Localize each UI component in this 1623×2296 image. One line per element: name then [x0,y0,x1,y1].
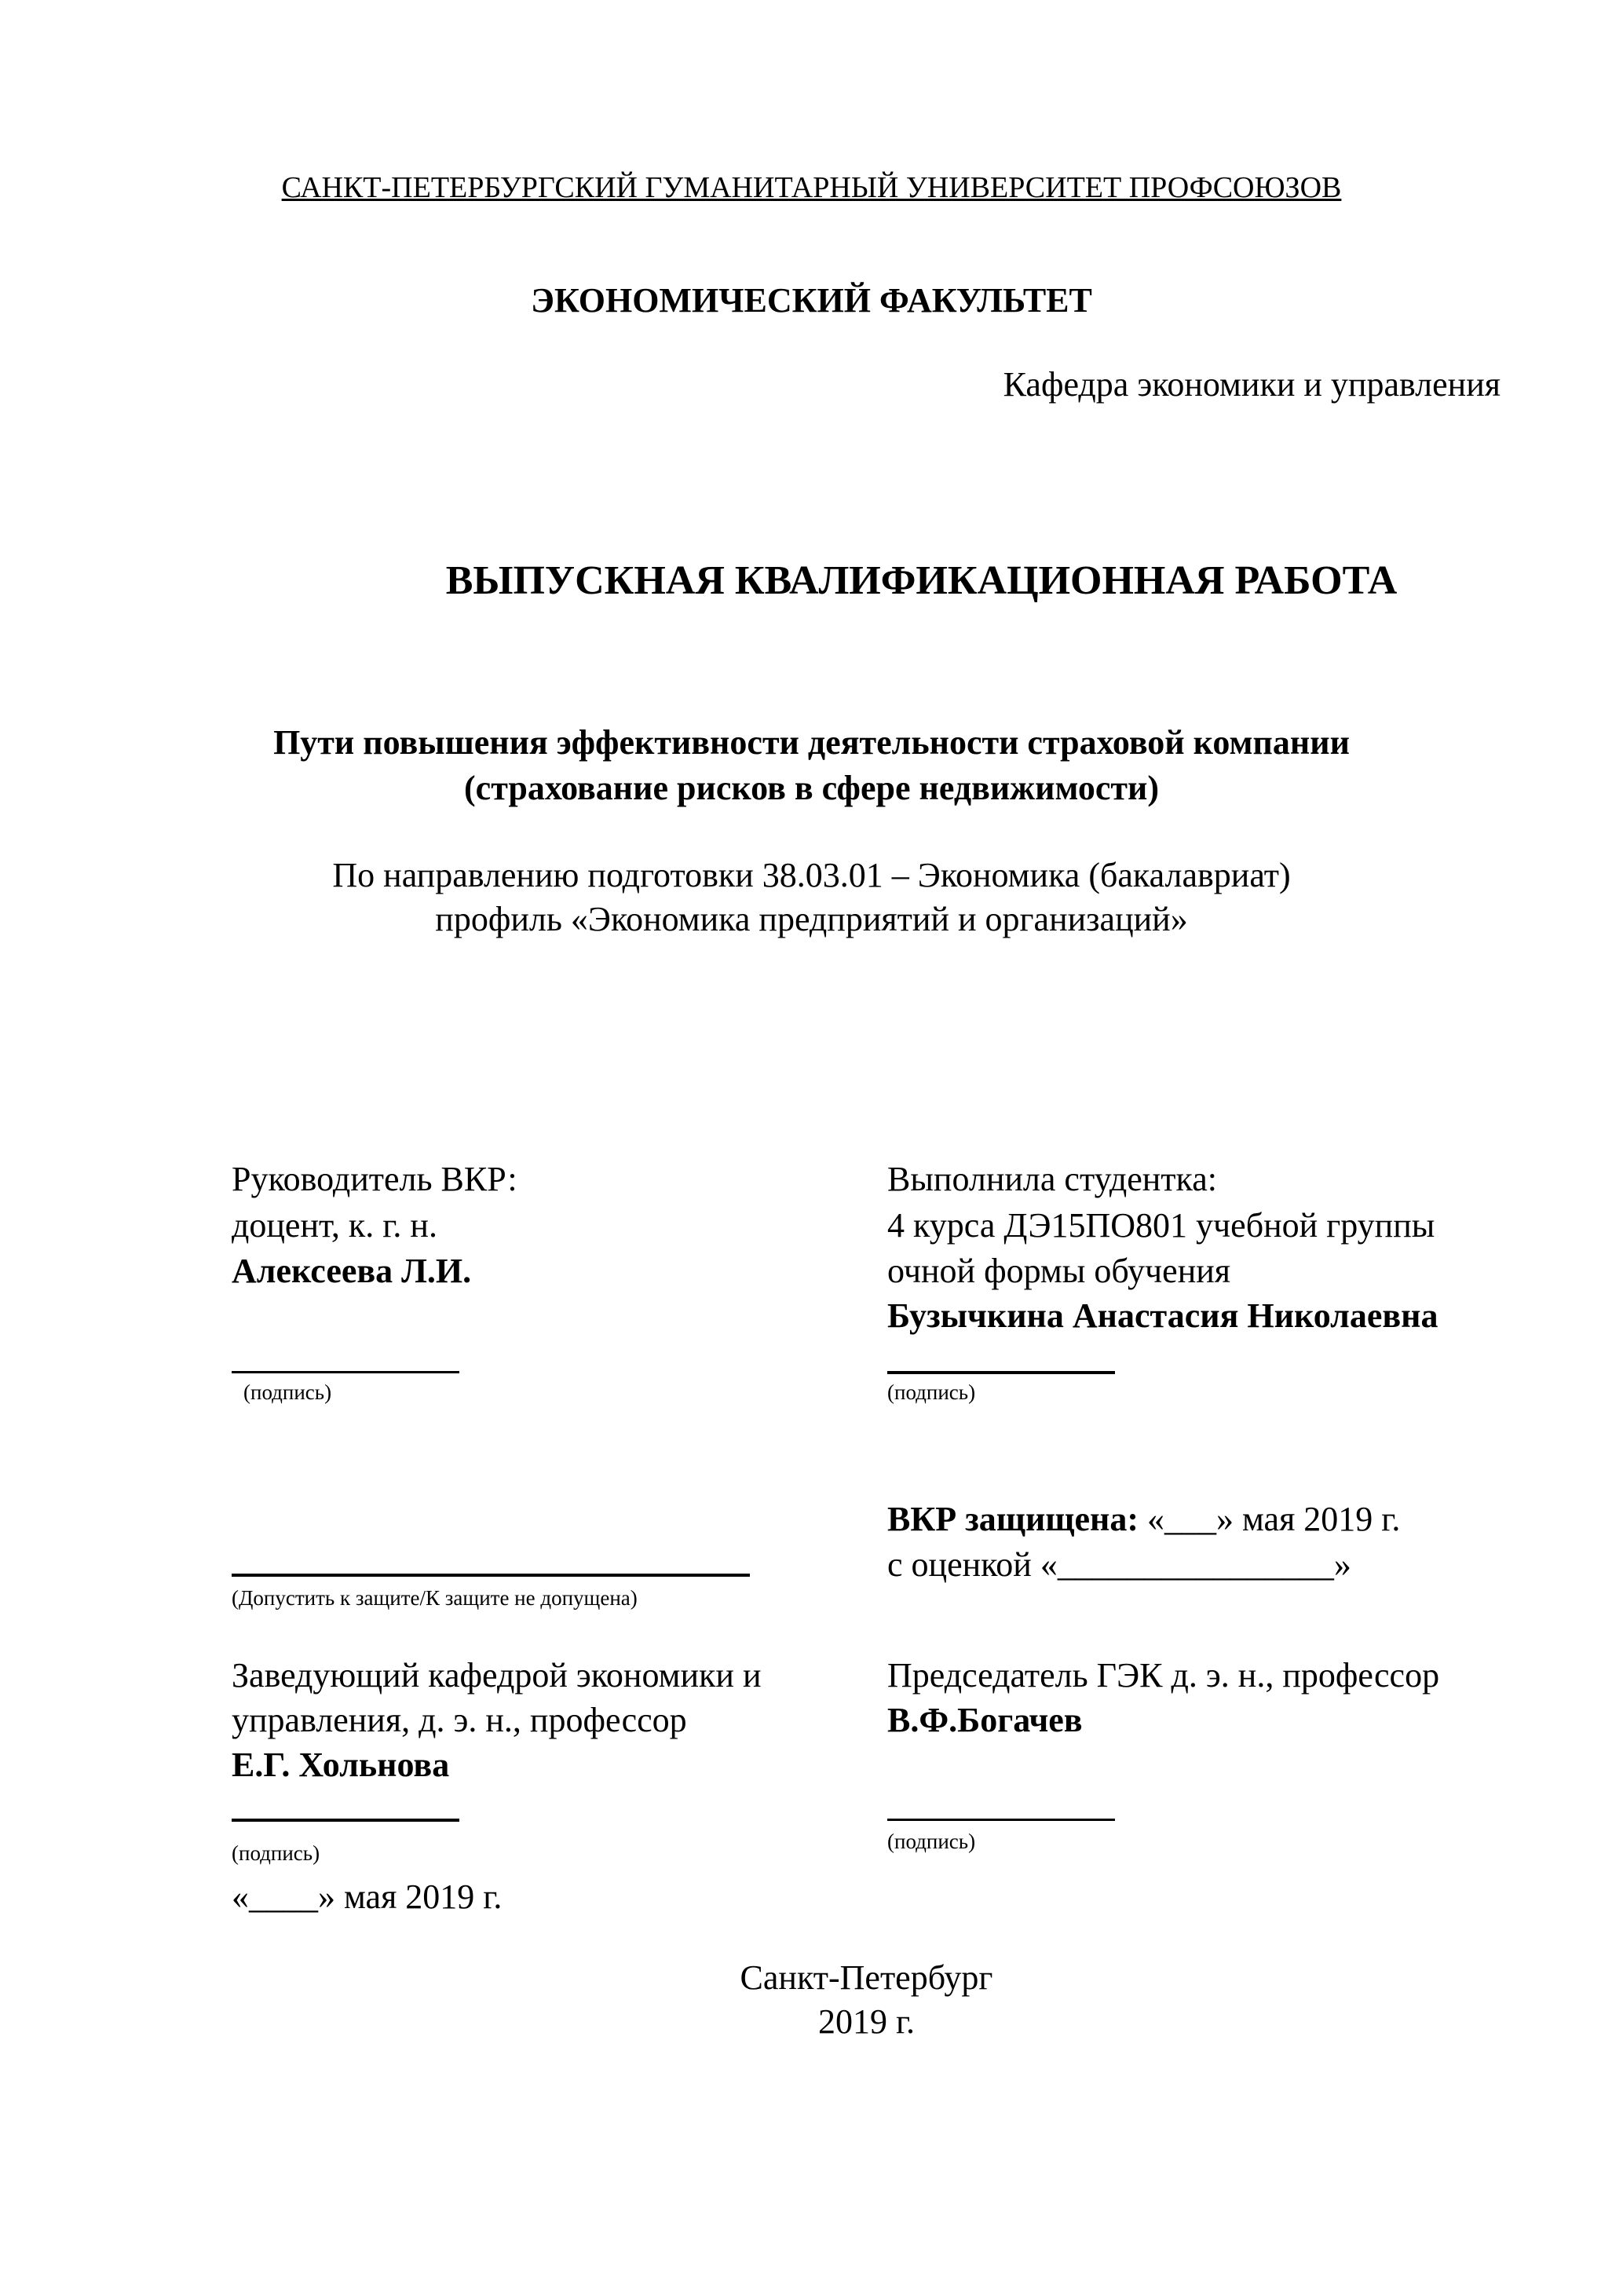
student-signature-caption: (подпись) [887,1380,976,1404]
direction-line-2: профиль «Экономика предприятий и организаций» [435,900,1188,938]
university-name: САНКТ-ПЕТЕРБУРГСКИЙ ГУМАНИТАРНЫЙ УНИВЕРСИТЕТ ПРОФСОЮЗОВ [281,171,1342,204]
supervisor-signature-line [232,1371,459,1373]
topic-line-2: (страхование рисков в сфере недвижимости) [464,769,1159,807]
admission-caption: (Допустить к защите/К защите не допущена) [232,1586,638,1610]
chairman-signature-caption: (подпись) [887,1830,976,1853]
chairman-signature-line [887,1819,1115,1821]
defense-label: ВКР защищена: [887,1500,1139,1538]
direction-line-1: По направлению подготовки 38.03.01 – Экономика (бакалавриат) [332,856,1291,894]
supervisor-name: Алексеева Л.И. [232,1252,472,1290]
defense-grade: с оценкой «________________» [887,1545,1351,1584]
head-position-line-1: Заведующий кафедрой экономики и [232,1656,762,1695]
faculty-name: ЭКОНОМИЧЕСКИЙ ФАКУЛЬТЕТ [531,281,1092,320]
work-type-title: ВЫПУСКНАЯ КВАЛИФИКАЦИОННАЯ РАБОТА [445,558,1398,603]
student-label: Выполнила студентка: [887,1160,1217,1198]
head-signature-caption: (подпись) [232,1841,320,1865]
student-group: 4 курса ДЭ15ПО801 учебной группы [887,1206,1435,1245]
topic-line-1: Пути повышения эффективности деятельности страховой компании [273,723,1350,762]
department-name: Кафедра экономики и управления [1003,365,1501,404]
supervisor-position: доцент, к. г. н. [232,1206,437,1245]
footer-city: Санкт-Петербург [740,1958,993,1997]
head-name: Е.Г. Хольнова [232,1746,450,1784]
chairman-position: Председатель ГЭК д. э. н., профессор [887,1656,1440,1695]
student-study-form: очной формы обучения [887,1252,1231,1290]
supervisor-signature-caption: (подпись) [243,1380,332,1404]
supervisor-label: Руководитель ВКР: [232,1160,517,1198]
chairman-name: В.Ф.Богачев [887,1701,1083,1739]
student-signature-line [887,1371,1115,1374]
footer-year: 2019 г. [817,2002,916,2041]
defense-date: «___» мая 2019 г. [1139,1500,1401,1538]
head-position-line-2: управления, д. э. н., профессор [232,1701,687,1739]
head-signature-line [232,1819,459,1822]
defense-info [887,1497,1400,1542]
head-date: «____» мая 2019 г. [232,1877,503,1916]
student-name: Бузычкина Анастасия Николаевна [887,1296,1438,1335]
admission-line [232,1574,750,1577]
